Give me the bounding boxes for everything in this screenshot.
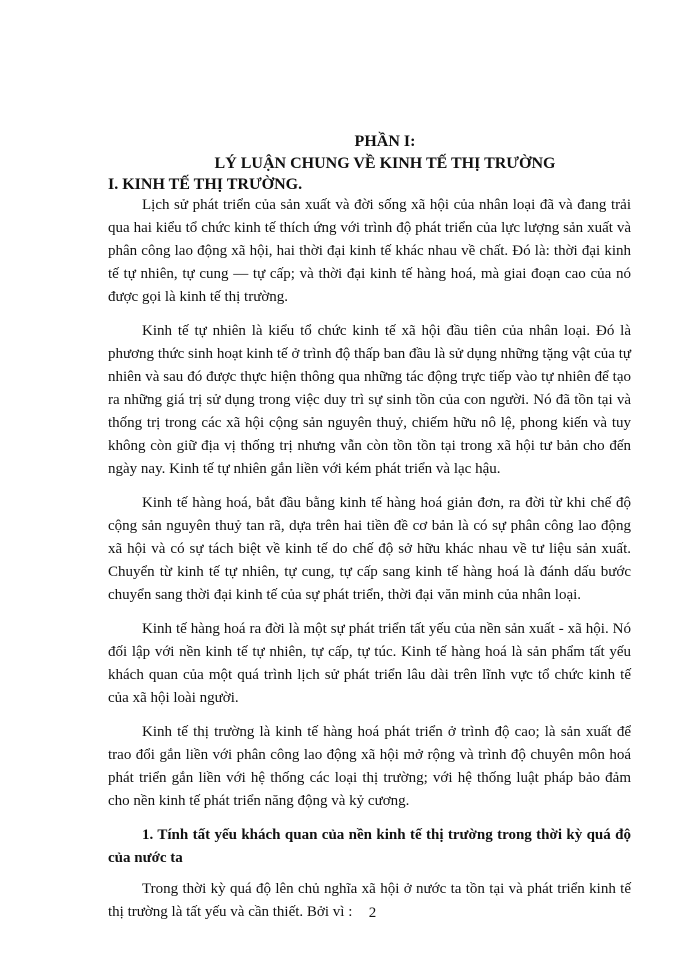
section-heading: I. KINH TẾ THỊ TRƯỜNG. — [108, 176, 303, 193]
subheading: 1. Tính tất yếu khách quan của nền kinh tế thị trường trong thời kỳ quá độ của nước ta — [108, 827, 631, 866]
paragraph: Trong thời kỳ quá độ lên chủ nghĩa xã hội ở nước ta tồn tại và phát triển kinh tế thị trường là tất yếu và cần thiết. Bởi vì : — [108, 881, 631, 920]
page-number: 2 — [368, 905, 377, 921]
paragraph: Lịch sử phát triển của sản xuất và đời sống xã hội của nhân loại đã và đang trải qua hai kiểu tổ chức kinh tế thích ứng với trình độ phát triển của lực lượng sản xuất và phân công lao động xã hội, hai thời đại kinh tế khác nhau về chất. Đó là: thời đại kinh tế tự nhiên, tự cung — tự cấp; và thời đại kinh tế hàng hoá, mà giai đoạn cao của nó được gọi là kinh tế thị trường. — [108, 197, 631, 305]
part-title: LÝ LUẬN CHUNG VỀ KINH TẾ THỊ TRƯỜNG — [214, 155, 556, 172]
paragraph: Kinh tế thị trường là kinh tế hàng hoá phát triển ở trình độ cao; là sản xuất để trao đổi gắn liền với phân công lao động xã hội mở rộng và trình độ chuyên môn hoá phát triển gắn liền với hệ thống các loại thị trường; với hệ thống luật pháp bảo đảm cho nền kinh tế phát triển năng động và kỷ cương. — [108, 724, 631, 809]
paragraph: Kinh tế tự nhiên là kiểu tổ chức kinh tế xã hội đầu tiên của nhân loại. Đó là phương thức sinh hoạt kinh tế ở trình độ thấp ban đầu là sử dụng những tặng vật của tự nhiên và sau đó được thực hiện thông qua những tác động trực tiếp vào tự nhiên để tạo ra những giá trị sử dụng trong việc duy trì sự sinh tồn của con người. Nó đã tồn tại và thống trị trong các xã hội cộng sản nguyên thuỷ, chiếm hữu nô lệ, phong kiến và tuy không còn giữ địa vị thống trị nhưng vẫn còn tồn tồn tại trong xã hội tư bản cho đến ngày nay. Kinh tế tự nhiên gắn liền với kém phát triển và lạc hậu. — [108, 323, 631, 477]
paragraph: Kinh tế hàng hoá ra đời là một sự phát triển tất yếu của nền sản xuất - xã hội. Nó đối lập với nền kinh tế tự nhiên, tự cấp, tự túc. Kinh tế hàng hoá là sản phẩm tất yếu khách quan của một quá trình lịch sử phát triển lâu dài trên lĩnh vực tổ chức kinh tế của xã hội loài người. — [108, 621, 631, 706]
paragraph: Kinh tế hàng hoá, bắt đầu bằng kinh tế hàng hoá giản đơn, ra đời từ khi chế độ cộng sản nguyên thuỷ tan rã, dựa trên hai tiền đề cơ bản là có sự phân công lao động xã hội và có sự tách biệt về kinh tế do chế độ sở hữu khác nhau về tư liệu sản xuất. Chuyển từ kinh tế tự nhiên, tự cung, tự cấp sang kinh tế hàng hoá là đánh dấu bước chuyển sang thời đại kinh tế của sự phát triển, thời đại văn minh của nhân loại. — [108, 495, 631, 603]
part-label: PHẦN I: — [354, 133, 416, 150]
body-text — [108, 194, 631, 935]
